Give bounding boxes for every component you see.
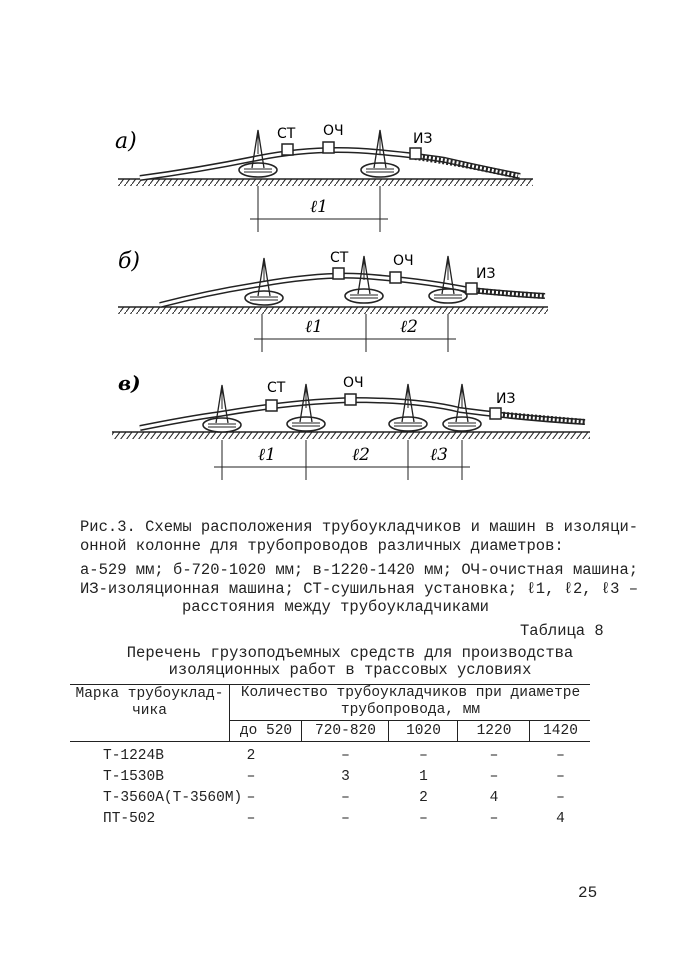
diagram-b-label: б): [118, 249, 141, 274]
subheader-1420: 1420: [543, 723, 578, 739]
subheader-1020: 1020: [406, 723, 441, 739]
caption-line-1: Рис.3. Схемы расположения трубоукладчиков и машин в изоляци-: [80, 518, 639, 536]
row-cell: –: [489, 748, 499, 764]
table-group-header-line-2: трубопровода, мм: [340, 702, 481, 718]
table-col1-header-line-1: Марка трубоуклад-: [75, 686, 224, 702]
row-brand: Т-1530В: [103, 769, 164, 785]
diagram-a-iz-label: ИЗ: [413, 131, 433, 147]
table-title-line-1: Перечень грузоподъемных средств для производства: [126, 644, 574, 662]
diagram-v-och-label: ОЧ: [343, 375, 364, 391]
diagram-b: [118, 249, 548, 352]
diagram-a-och-label: ОЧ: [323, 123, 344, 139]
diagram-a-label: а): [115, 129, 137, 154]
row-cell: 2: [246, 748, 256, 764]
diagram-v-label: в): [118, 371, 141, 395]
table-row: [70, 811, 590, 832]
row-cell: –: [556, 790, 565, 806]
table-row: [70, 769, 590, 790]
row-cell: –: [489, 811, 499, 827]
row-cell: –: [419, 811, 428, 827]
row-cell: –: [556, 748, 565, 764]
row-cell: –: [246, 811, 256, 827]
diagram-a: [115, 123, 533, 232]
row-cell: –: [419, 748, 428, 764]
table-col1-divider: [229, 684, 230, 741]
caption-line-5: расстояния между трубоукладчиками: [182, 598, 489, 616]
row-brand: Т-3560А(Т-3560М): [103, 790, 243, 806]
row-cell: –: [556, 769, 565, 785]
table-col1-header-line-2: чика: [132, 703, 167, 719]
row-cell: –: [341, 748, 350, 764]
table-group-header-line-1: Количество трубоукладчиков при диаметре: [240, 685, 581, 701]
diagram-b-och-label: ОЧ: [393, 253, 414, 269]
table-sub-divider: [388, 720, 389, 741]
table-col1-header: [72, 686, 227, 720]
row-cell: –: [341, 790, 350, 806]
row-cell: –: [489, 769, 499, 785]
row-brand: ПТ-502: [103, 811, 156, 827]
row-cell: 2: [419, 790, 428, 806]
row-cell: –: [246, 790, 256, 806]
caption-line-3: а-529 мм; б-720-1020 мм; в-1220-1420 мм; ОЧ-очистная машина;: [80, 561, 639, 579]
table-subheader-rule: [229, 720, 590, 721]
diagram-b-iz-label: ИЗ: [476, 266, 496, 282]
table-number: Таблица 8: [520, 622, 604, 640]
diagram-v-l2: ℓ2: [352, 445, 370, 465]
row-brand: Т-1224В: [103, 748, 164, 764]
table-sub-divider: [529, 720, 530, 741]
diagram-v-l1: ℓ1: [258, 445, 276, 465]
diagram-v-iz-label: ИЗ: [496, 391, 516, 407]
table-title-line-2: изоляционных работ в трассовых условиях: [168, 661, 532, 679]
diagram-b-l1: ℓ1: [305, 317, 323, 337]
diagram-v-l3: ℓ3: [430, 445, 448, 465]
diagram-v-st-label: СТ: [267, 380, 286, 396]
caption-line-2: онной колонне для трубопроводов различных диаметров:: [80, 537, 564, 555]
row-cell: 4: [489, 790, 499, 806]
subheader-720-820: 720-820: [315, 723, 376, 739]
table-sub-divider: [457, 720, 458, 741]
table-body: [70, 748, 590, 832]
table-header-rule: [70, 741, 590, 742]
table-row: [70, 748, 590, 769]
diagram-a-l1: ℓ1: [310, 197, 328, 217]
subheader-1220: 1220: [476, 723, 512, 739]
row-cell: 1: [419, 769, 428, 785]
row-cell: –: [246, 769, 256, 785]
page-number: 25: [578, 884, 598, 902]
row-cell: 4: [556, 811, 565, 827]
diagram-b-l2: ℓ2: [400, 317, 418, 337]
row-cell: –: [341, 811, 350, 827]
subheader-d520: до 520: [239, 723, 293, 739]
diagram-v: [112, 371, 590, 480]
row-cell: 3: [341, 769, 350, 785]
table-group-header: [231, 685, 590, 719]
table-row: [70, 790, 590, 811]
table-sub-divider: [301, 720, 302, 741]
diagram-b-st-label: СТ: [330, 250, 349, 266]
diagram-a-st-label: СТ: [277, 126, 296, 142]
caption-line-4: ИЗ-изоляционная машина; СТ-сушильная установка; ℓ1, ℓ2, ℓ3 –: [80, 580, 639, 598]
